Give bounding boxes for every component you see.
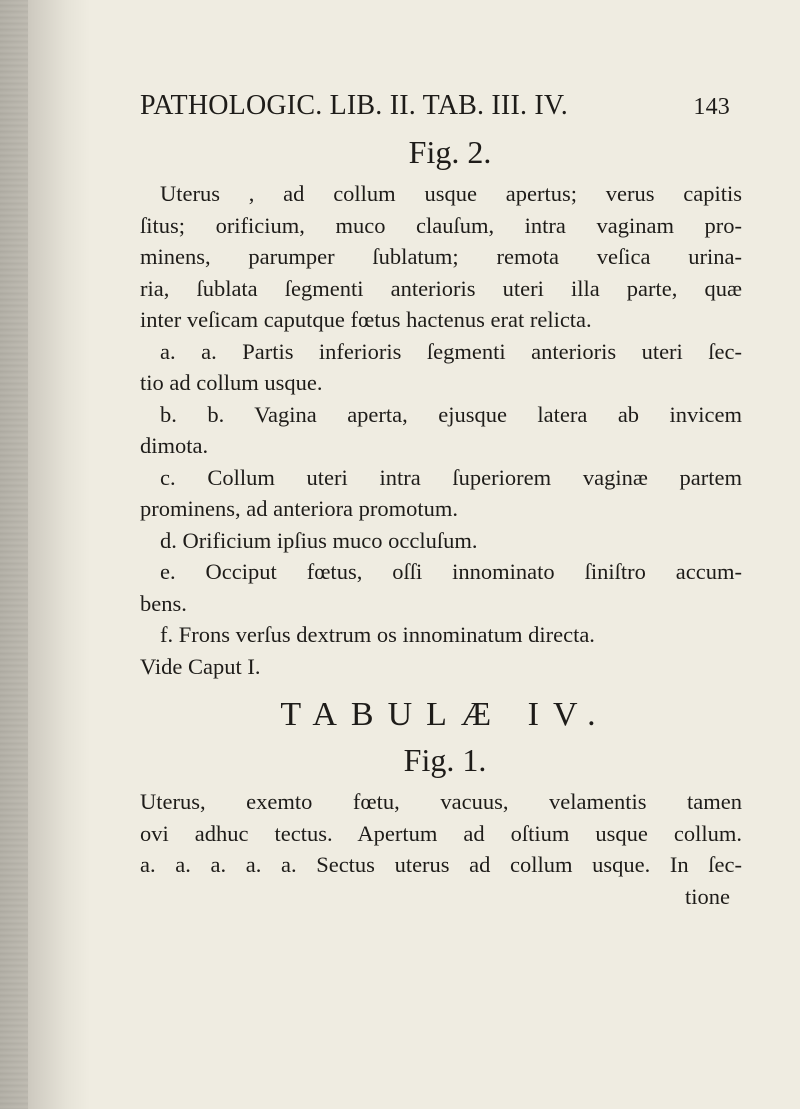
legend-item-c: c. Collum uteri intra ſuperiorem vaginæ partem bbox=[160, 464, 742, 490]
cross-reference: Vide Caput I. bbox=[140, 653, 261, 679]
legend-item-a: a. a. Partis inferioris ſegmenti anterioris uteri ſec- bbox=[160, 338, 742, 364]
running-head-title: PATHOLOGIC. LIB. II. TAB. III. IV. bbox=[140, 90, 568, 121]
figure-1-text bbox=[140, 786, 742, 881]
page-edge bbox=[0, 0, 28, 1109]
text-line: Uterus , ad collum usque apertus; verus capitis bbox=[160, 181, 742, 206]
text-line: Uterus, exemto fœtu, vacuus, velamentis tamen bbox=[140, 789, 742, 814]
catchword: tione bbox=[685, 883, 730, 909]
text-line: ria, ſublata ſegmenti anterioris uteri illa parte, quæ bbox=[140, 275, 742, 301]
running-head bbox=[140, 90, 730, 126]
legend-item-d: d. Orificium ipſius muco occluſum. bbox=[160, 527, 478, 553]
figure-2-heading: Fig. 2. bbox=[408, 134, 492, 170]
legend-item-f: f. Frons verſus dextrum os innominatum directa. bbox=[160, 622, 595, 647]
text-line: tio ad collum usque. bbox=[140, 370, 323, 395]
legend-item-e: e. Occiput fœtus, oſſi innominato ſiniſtro accum- bbox=[160, 559, 742, 584]
text-line: prominens, ad anteriora promotum. bbox=[140, 496, 459, 521]
text-line: minens, parumper ſublatum; remota veſica urina- bbox=[140, 244, 742, 269]
text-line: inter veſicam caputque fœtus hactenus erat relicta. bbox=[140, 307, 592, 332]
plate-heading: TABULÆ IV. bbox=[280, 696, 610, 733]
legend-item-b: b. b. Vagina aperta, ejusque latera ab invicem bbox=[160, 401, 742, 427]
legend-item-a: a. a. a. a. a. Sectus uterus ad collum usque. In ſec- bbox=[140, 852, 742, 877]
text-line: ſitus; orificium, muco clauſum, intra vaginam pro- bbox=[140, 212, 742, 238]
page-number: 143 bbox=[693, 94, 730, 120]
figure-1-heading: Fig. 1. bbox=[403, 742, 487, 778]
text-line: bens. bbox=[140, 590, 187, 616]
text-line: ovi adhuc tectus. Apertum ad oſtium usque collum. bbox=[140, 820, 742, 846]
text-line: dimota. bbox=[140, 433, 209, 458]
figure-2-text bbox=[140, 178, 742, 682]
page-content bbox=[140, 90, 740, 912]
